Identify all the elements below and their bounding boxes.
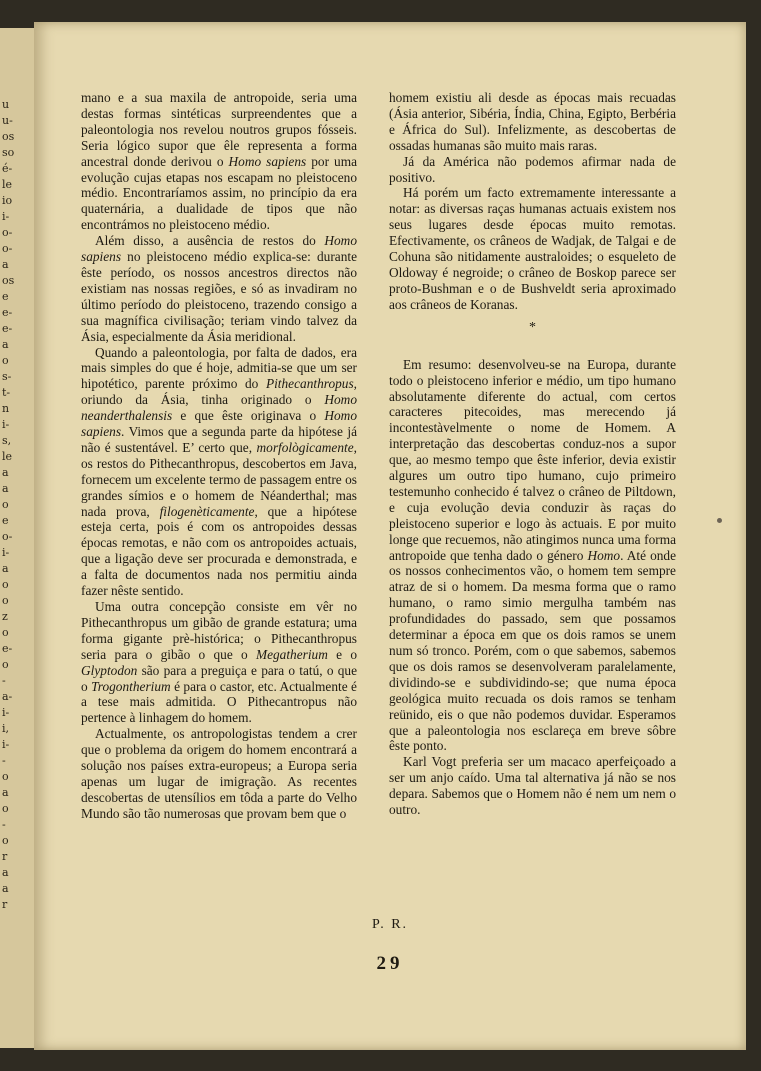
prev-page-fragment: a [2, 786, 9, 799]
prev-page-fragment: s- [2, 370, 12, 383]
author-initials: P. R. [371, 917, 409, 932]
prev-page-fragment: i, [2, 722, 10, 735]
prev-page-fragment: - [2, 674, 6, 687]
page-number: 29 [376, 953, 404, 974]
prev-page-fragment: u- [2, 114, 13, 127]
prev-page-fragment: o [2, 594, 9, 607]
prev-page-fragment: u [2, 98, 10, 111]
prev-page-fragment: - [2, 754, 6, 767]
paragraph: Já da América não podemos afirmar nada de positivo. [389, 153, 676, 185]
paragraph: mano e a sua maxila de antropoide, seria uma destas formas sintéticas surpreendentes que a paleontologia nos revelou noutros grupos fósseis. Seria lógico supor que êle representa a forma ancestral donde derivou o Homo sapiens por uma evolução cujas etapas nos escapam no pleistoceno médio. Encontraríamos assim, no princípio da era quaternária, a dualidade de tipos que não encontrámos no pleistoceno médio. [81, 90, 357, 233]
prev-page-fragment: a- [2, 690, 13, 703]
prev-page-fragment: a [2, 882, 9, 895]
prev-page-fragment: o [2, 770, 9, 783]
left-column [81, 90, 357, 822]
prev-page-fragment: e- [2, 322, 13, 335]
prev-page-fragment: o [2, 578, 9, 591]
prev-page-fragment: e- [2, 306, 13, 319]
paragraph: Em resumo: desenvolveu-se na Europa, durante todo o pleistoceno inferior e médio, um tipo humano absolutamente diferente do actual, com certos caracteres pitecoides, mas merecendo já incontestàvelmente o nome de Homem. A interpretação das descobertas conduz-nos a supor que, ao mesmo tempo que êste inferior, devia existir algures um outro tipo humano, cujo primeiro testemunho conhecido é talvez o crâneo de Piltdown, e cuja evolução devia conduzir às raças do pleistoceno superior e logo às actuais. E por muito longe que recuemos, não atingimos nunca uma forma antropoide que tenha dado o género Homo. Até onde os nossos conhecimentos vão, o homem tem sempre atraz de si o homem. Da mesma forma que o ramo humano, o ramo simio mergulha também nas profundidades do passado, sem que possamos determinar a época em que os dois ramos se unem num só tronco. Porém, com o que sabemos, sabemos que os dois ramos se desenvolveram paralelamente, dividindo-se e subdividindo-se; que numa época geológica muito recuada os dois ramos se tenham reünido, eis o que não podemos duvidar. Esperamos que a paleontologia nos esclareça em breve sôbre êste ponto. [389, 356, 677, 754]
section-separator: * [529, 319, 536, 335]
prev-page-fragment: e [2, 290, 9, 303]
prev-page-fragment: io [2, 194, 13, 207]
prev-page-fragment: o [2, 498, 9, 511]
prev-page-fragment: s, [2, 434, 12, 447]
book-page [34, 22, 746, 1050]
prev-page-fragment: e- [2, 642, 13, 655]
paragraph: Quando a paleontologia, por falta de dados, era mais simples do que é hoje, admitia-se que um ser hipotético, parente próximo do Pithecanthropus, oriundo da Ásia, tinha originado o Homo neanderthalensis e que êste originava o Homo sapiens. Vimos que a segunda parte da hipótese já não é sustentável. E’ certo que, morfològicamente, os restos do Pithecanthropus, descobertos em Java, fornecem um excelente termo de passagem entre os grandes símios e o homem de Néanderthal; mas nada prova, filogenèticamente, que a hipótese esteja certa, pois é com os antropoides dessas épocas remotas, e não com os antropoides actuais, que a ligação deve ser procurada e demonstrada, e a falta de documentos nada nos permitiu ainda fazer nêste sentido. [81, 344, 357, 599]
prev-page-fragment: o- [2, 530, 13, 543]
prev-page-fragment: r [2, 898, 8, 911]
previous-page-edge [0, 28, 34, 1048]
right-column-bottom [389, 357, 676, 818]
prev-page-fragment: o [2, 658, 9, 671]
prev-page-fragment: i- [2, 210, 10, 223]
margin-dot [717, 518, 722, 523]
prev-page-fragment: le [2, 178, 13, 191]
prev-page-fragment: z [2, 610, 8, 623]
paragraph: Há porém um facto extremamente interessante a notar: as diversas raças humanas actuais existem nos seus lugares desde épocas muito remotas. Efectivamente, os crâneos de Wadjak, de Talgai e de Cohuna são nitidamente australoides; o esqueleto de Oldoway é negroide; o crâneo de Boskop parece ser proto-Bushman e o de Bushveldt seria aproximado aos crâneos de Koranas. [389, 185, 676, 312]
prev-page-fragment: so [2, 146, 15, 159]
prev-page-fragment: o [2, 354, 9, 367]
prev-page-fragment: a [2, 466, 9, 479]
prev-page-fragment: i- [2, 546, 10, 559]
prev-page-fragment: e [2, 514, 9, 527]
right-column-top [389, 90, 676, 313]
prev-page-fragment: o [2, 626, 9, 639]
prev-page-fragment: a [2, 866, 9, 879]
prev-page-fragment: os [2, 130, 15, 143]
prev-page-fragment: le [2, 450, 13, 463]
paragraph: Uma outra concepção consiste em vêr no Pithecanthropus um gibão de grande estatura; uma forma gigante prè-histórica; o Pithecanthropus seria para o gibão o que o Megatherium e o Glyptodon são para a preguiça e para o tatú, o que o Trogontherium é para o castor, etc. Actualmente é a tese mais admitida. O Pithecantropus não pertence à linhagem do homem. [81, 599, 357, 726]
paragraph: homem existiu ali desde as épocas mais recuadas (Ásia anterior, Sibéria, Índia, China, Egipto, Berbéria e África do Sul). Infelizmente, as descobertas de ossadas humanas são muito mais raras. [389, 90, 676, 153]
prev-page-fragment: i- [2, 738, 10, 751]
paragraph: Actualmente, os antropologistas tendem a crer que o problema da origem do homem encontrará a solução nos países extra-europeus; a Europa seria apenas um lugar de imigração. As recentes descobertas de utensílios em tôda a parte do Velho Mundo são tão numerosas que provam bem que o [81, 726, 357, 821]
prev-page-fragment: t- [2, 386, 11, 399]
prev-page-fragment: - [2, 818, 6, 831]
right-column [389, 90, 676, 818]
paragraph: Além disso, a ausência de restos do Homo sapiens no pleistoceno médio explica-se: durante êste período, os nossos ancestros directos não existiam nas nossas regiões, e só as invadiram no último período do pleistoceno, trazendo consigo a sua magnífica civilisação; teriam vindo talvez da Ásia, especialmente da Ásia meridional. [81, 233, 357, 344]
prev-page-fragment: r [2, 850, 8, 863]
prev-page-fragment: o- [2, 226, 13, 239]
prev-page-fragment: o [2, 802, 9, 815]
prev-page-fragment: a [2, 482, 9, 495]
prev-page-fragment: i- [2, 706, 10, 719]
prev-page-fragment: a [2, 338, 9, 351]
prev-page-fragment: a [2, 258, 9, 271]
prev-page-fragment: os [2, 274, 15, 287]
paragraph: Karl Vogt preferia ser um macaco aperfeiçoado a ser um anjo caído. Uma tal alternativa já não se nos depara. Sabemos que o Homem não é nem um nem o outro. [389, 754, 676, 818]
prev-page-fragment: a [2, 562, 9, 575]
prev-page-fragment: é- [2, 162, 13, 175]
prev-page-fragment: o [2, 834, 9, 847]
prev-page-fragment: o- [2, 242, 13, 255]
prev-page-fragment: n [2, 402, 10, 415]
prev-page-fragment: i- [2, 418, 10, 431]
